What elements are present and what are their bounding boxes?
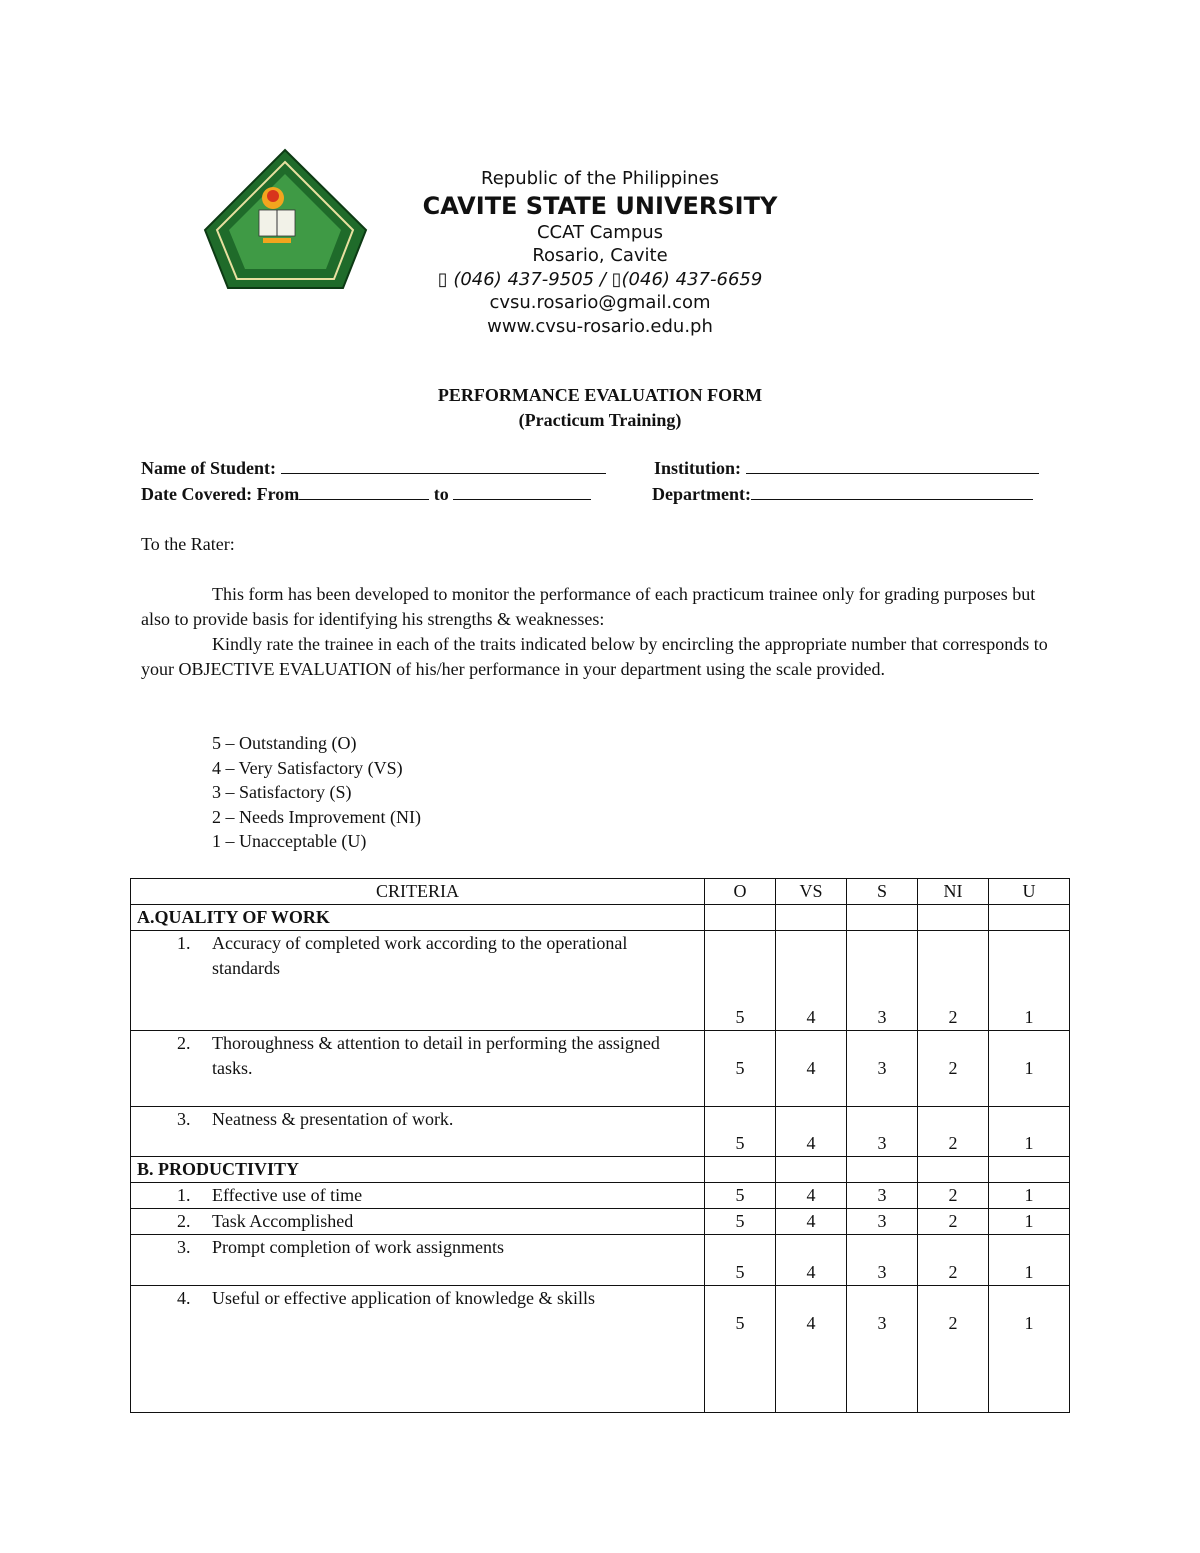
header-u: U <box>989 879 1070 905</box>
criterion <box>131 1235 705 1286</box>
rating-option[interactable]: 2 <box>918 1107 989 1157</box>
republic-text: Republic of the Philippines <box>481 168 719 189</box>
scale-item: 1 – Unacceptable (U) <box>212 831 367 852</box>
rating-option[interactable]: 3 <box>847 931 918 1031</box>
rating-option[interactable]: 1 <box>989 1209 1070 1235</box>
rating-option[interactable]: 1 <box>989 1031 1070 1107</box>
criterion <box>131 1286 705 1413</box>
phone-text: ▯ (046) 437-9505 / ▯(046) 437-6659 <box>437 268 763 290</box>
university-logo <box>203 148 368 290</box>
rating-option[interactable]: 4 <box>776 1107 847 1157</box>
student-name-label: Name of Student: <box>141 458 276 478</box>
rating-scale <box>212 731 421 854</box>
rating-option[interactable]: 1 <box>989 1107 1070 1157</box>
rating-option[interactable]: 3 <box>847 1286 918 1413</box>
criterion <box>131 1031 705 1107</box>
criterion-text: Neatness & presentation of work. <box>212 1109 454 1129</box>
table-row <box>131 1209 1070 1235</box>
table-row <box>131 1183 1070 1209</box>
department-label: Department: <box>652 484 751 504</box>
criterion-text: Accuracy of completed work according to the operational standards <box>212 933 628 978</box>
table-row <box>131 1286 1070 1413</box>
institution-label: Institution: <box>654 458 742 478</box>
campus-text: CCAT Campus <box>536 221 664 243</box>
scale-item: 4 – Very Satisfactory (VS) <box>212 757 403 778</box>
rating-option[interactable]: 1 <box>989 931 1070 1031</box>
criterion-text: Thoroughness & attention to detail in performing the assigned tasks. <box>212 1033 660 1078</box>
rating-option[interactable]: 3 <box>847 1235 918 1286</box>
table-row <box>131 1235 1070 1286</box>
rating-option[interactable]: 4 <box>776 1183 847 1209</box>
table-row <box>131 1031 1070 1107</box>
criterion-text: Useful or effective application of knowledge & skills <box>212 1288 596 1308</box>
table-row <box>131 1107 1070 1157</box>
date-from-label: Date Covered: From <box>141 484 300 504</box>
scale-item: 2 – Needs Improvement (NI) <box>212 806 421 827</box>
rating-option[interactable]: 2 <box>918 1209 989 1235</box>
rating-option[interactable]: 3 <box>847 1209 918 1235</box>
header-o: O <box>705 879 776 905</box>
rating-option[interactable]: 1 <box>989 1183 1070 1209</box>
rating-option[interactable]: 4 <box>776 1235 847 1286</box>
criterion-text: Prompt completion of work assignments <box>212 1237 504 1257</box>
criterion-text: Effective use of time <box>212 1185 363 1205</box>
criterion <box>131 1209 705 1235</box>
student-name-field[interactable] <box>141 458 606 479</box>
rating-option[interactable]: 2 <box>918 1235 989 1286</box>
rating-option[interactable]: 3 <box>847 1031 918 1107</box>
salutation: To the Rater: <box>141 534 235 554</box>
rating-option[interactable]: 4 <box>776 1209 847 1235</box>
header-ni: NI <box>918 879 989 905</box>
date-covered-field[interactable] <box>141 484 591 505</box>
form-subtitle: (Practicum Training) <box>518 410 682 430</box>
criterion-number: 1. <box>177 933 191 953</box>
rating-option[interactable]: 5 <box>705 1183 776 1209</box>
header-vs: VS <box>776 879 847 905</box>
scale-item: 3 – Satisfactory (S) <box>212 782 352 803</box>
criterion <box>131 1183 705 1209</box>
email-text: cvsu.rosario@gmail.com <box>489 292 711 313</box>
rating-option[interactable]: 3 <box>847 1183 918 1209</box>
rating-option[interactable]: 1 <box>989 1286 1070 1413</box>
header-s: S <box>847 879 918 905</box>
website-text: www.cvsu-rosario.edu.ph <box>487 315 713 337</box>
institution-field[interactable] <box>654 458 1039 479</box>
location-text: Rosario, Cavite <box>532 245 668 266</box>
section-title: A.QUALITY OF WORK <box>131 905 705 931</box>
table-row <box>131 931 1070 1031</box>
rating-option[interactable]: 5 <box>705 931 776 1031</box>
criterion-number: 3. <box>177 1237 191 1257</box>
rating-option[interactable]: 4 <box>776 931 847 1031</box>
criterion-number: 1. <box>177 1185 191 1205</box>
criterion <box>131 1107 705 1157</box>
criterion <box>131 931 705 1031</box>
section-title: B. PRODUCTIVITY <box>131 1157 705 1183</box>
intro-paragraph-1: This form has been developed to monitor the performance of each practicum trainee only for grading purposes but also to provide basis for identifying his strengths & weaknesses: <box>141 584 1036 629</box>
scale-item: 5 – Outstanding (O) <box>212 733 357 753</box>
university-name: CAVITE STATE UNIVERSITY <box>422 191 778 220</box>
header-criteria: CRITERIA <box>131 879 705 905</box>
intro-paragraph-2: Kindly rate the trainee in each of the traits indicated below by encircling the appropriate number that corresponds to your OBJECTIVE EVALUATION of his/her performance in your department using the scale provided. <box>141 634 1048 679</box>
criterion-number: 3. <box>177 1109 191 1129</box>
rating-option[interactable]: 2 <box>918 1031 989 1107</box>
evaluation-table <box>130 878 1070 1413</box>
rating-option[interactable]: 5 <box>705 1031 776 1107</box>
rating-option[interactable]: 2 <box>918 931 989 1031</box>
rating-option[interactable]: 2 <box>918 1286 989 1413</box>
department-field[interactable] <box>652 484 1033 505</box>
rating-option[interactable]: 4 <box>776 1286 847 1413</box>
rating-option[interactable]: 2 <box>918 1183 989 1209</box>
rating-option[interactable]: 5 <box>705 1107 776 1157</box>
rating-option[interactable]: 5 <box>705 1209 776 1235</box>
form-title: PERFORMANCE EVALUATION FORM <box>437 385 763 405</box>
rating-option[interactable]: 5 <box>705 1286 776 1413</box>
rating-option[interactable]: 4 <box>776 1031 847 1107</box>
criterion-number: 4. <box>177 1288 191 1308</box>
date-to-label: to <box>433 484 449 504</box>
rating-option[interactable]: 1 <box>989 1235 1070 1286</box>
criterion-number: 2. <box>177 1033 191 1053</box>
criterion-number: 2. <box>177 1211 191 1231</box>
rating-option[interactable]: 3 <box>847 1107 918 1157</box>
criterion-text: Task Accomplished <box>212 1211 354 1231</box>
rating-option[interactable]: 5 <box>705 1235 776 1286</box>
